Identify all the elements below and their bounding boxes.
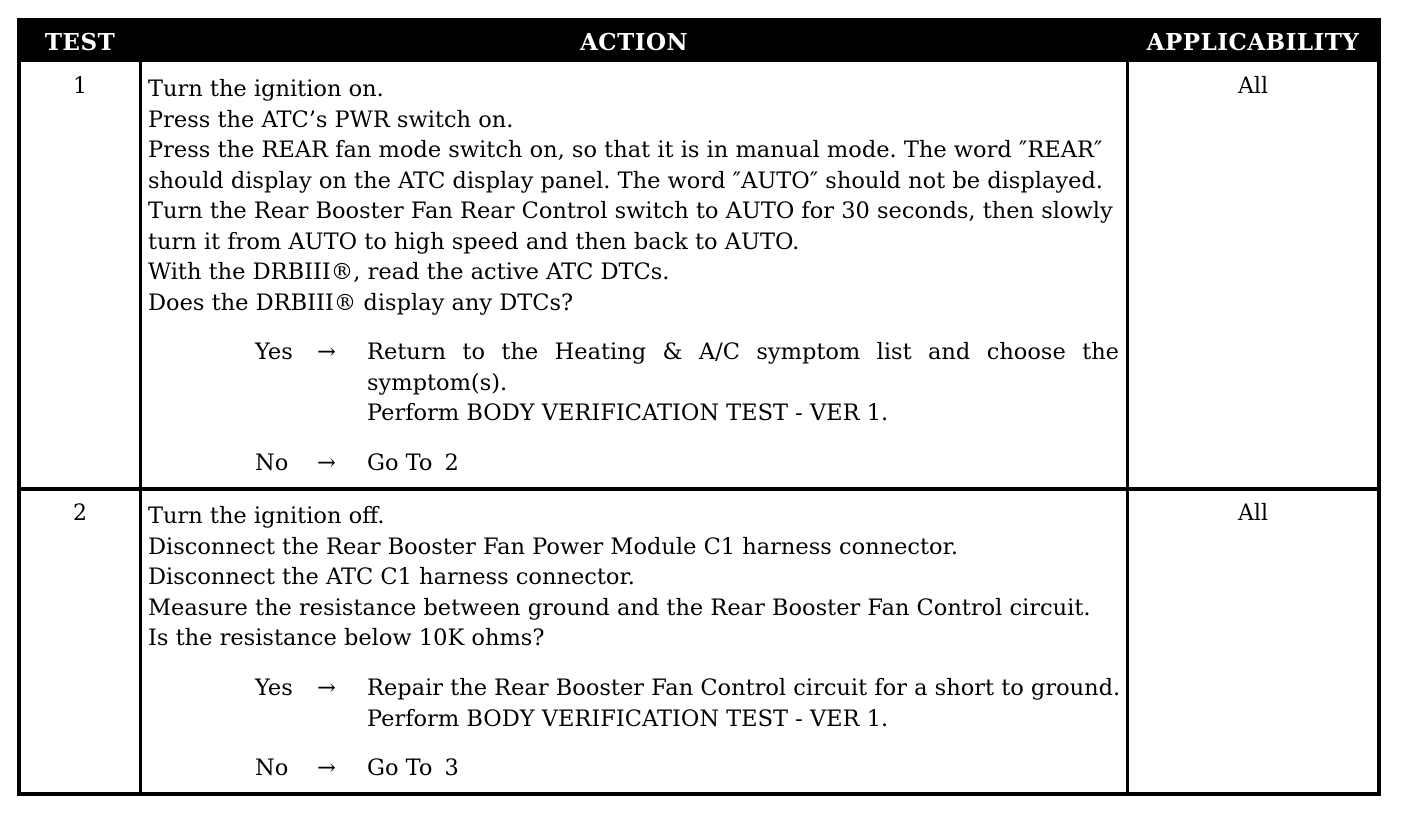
action-step: With the DRBIII®, read the active ATC DTCs. [148, 259, 670, 285]
arrow-right-icon: → [317, 675, 336, 701]
goto-target: 3 [444, 755, 459, 781]
applicability-value: All [1238, 501, 1268, 526]
action-step: Measure the resistance between ground and the Rear Booster Fan Control circuit. [148, 594, 1091, 621]
action-step: Does the DRBIII® display any DTCs? [148, 289, 574, 316]
header-action: ACTION [579, 29, 689, 56]
goto-target: 2 [444, 450, 459, 476]
row-divider [21, 487, 1377, 491]
table-header [21, 22, 1377, 62]
no-instructions [367, 753, 1119, 784]
goto-text: Go To [367, 450, 433, 476]
diagnostic-test-table [17, 18, 1381, 796]
action-step: Press the ATC’s PWR switch on. [148, 106, 514, 133]
arrow-right-icon: → [317, 755, 336, 781]
applicability-value: All [1238, 74, 1268, 99]
action-step: turn it from AUTO to high speed and then back to AUTO. [148, 228, 800, 255]
action-step: should display on the ATC display panel. The word ″AUTO″ should not be displayed. [148, 167, 1103, 194]
header-test: TEST [44, 29, 116, 56]
action-step: Turn the Rear Booster Fan Rear Control switch to AUTO for 30 seconds, then slowly [148, 198, 1113, 224]
yes-label: Yes [255, 339, 293, 365]
test-number: 2 [73, 501, 87, 526]
arrow-right-icon: → [317, 339, 336, 365]
action-step: Turn the ignition on. [148, 76, 384, 102]
action-step: Turn the ignition off. [148, 503, 385, 529]
yes-line: Repair the Rear Booster Fan Control circuit for a short to ground. [367, 675, 1121, 701]
action-step: Press the REAR fan mode switch on, so that it is in manual mode. The word ″REAR″ [148, 137, 1103, 163]
column-divider [139, 62, 142, 796]
action-steps [148, 501, 1123, 654]
header-applicability: APPLICABILITY [1146, 29, 1360, 56]
column-divider [1126, 62, 1129, 796]
no-label: No [255, 450, 289, 476]
yes-line: Perform BODY VERIFICATION TEST - VER 1. [367, 400, 889, 426]
no-instructions [367, 448, 1119, 479]
yes-label: Yes [255, 675, 293, 701]
no-label: No [255, 755, 289, 781]
action-step: Is the resistance below 10K ohms? [148, 625, 545, 651]
action-steps [148, 74, 1123, 318]
yes-instructions [367, 673, 1119, 734]
goto-text: Go To [367, 755, 433, 781]
action-step: Disconnect the Rear Booster Fan Power Module C1 harness connector. [148, 533, 959, 560]
yes-instructions [367, 337, 1119, 429]
yes-line: Perform BODY VERIFICATION TEST - VER 1. [367, 705, 889, 732]
yes-line: Return to the Heating & A/C symptom list and choose the [367, 339, 1119, 365]
action-step: Disconnect the ATC C1 harness connector. [148, 564, 635, 590]
test-number: 1 [73, 74, 87, 99]
yes-line: symptom(s). [367, 369, 508, 396]
arrow-right-icon: → [317, 450, 336, 476]
